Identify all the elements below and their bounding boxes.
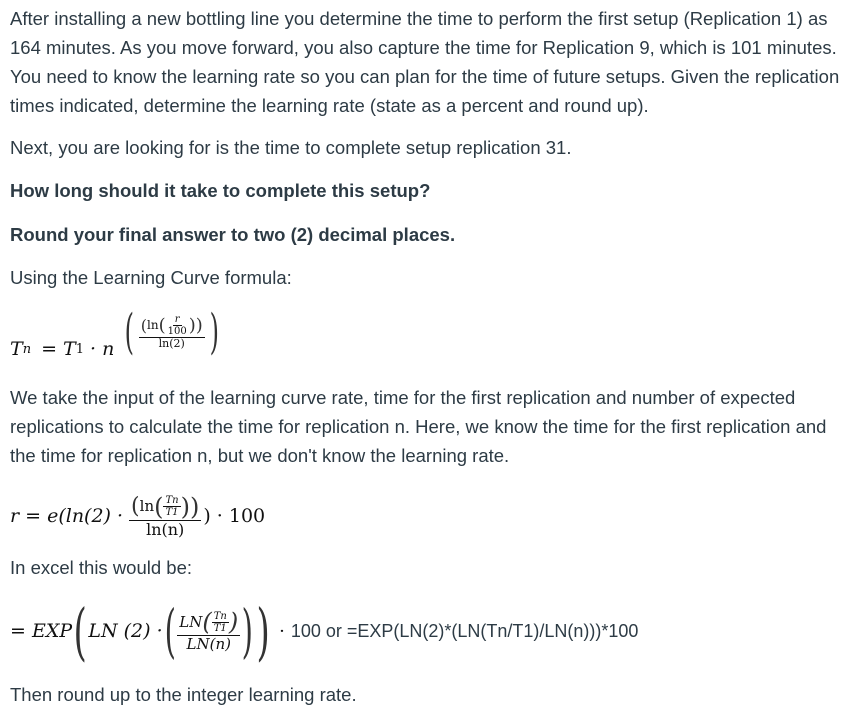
excel-denominator: LN(n) bbox=[186, 635, 231, 654]
learning-curve-formula bbox=[10, 304, 310, 368]
rounding-instruction: Round your final answer to two (2) decimal places. bbox=[10, 224, 456, 245]
exponent: ( ( ln ( $\frac{r}{100}$ )) ln(2) ) bbox=[124, 304, 219, 360]
exp-100: 100 bbox=[167, 325, 187, 337]
rate-lhs: r = e(ln(2) · bbox=[10, 505, 124, 527]
explanation-text: We take the input of the learning curve rate, time for the first replication and number of expected replications to calculate the time for replication n. Here, we know the time for the first replication and the time for replication n, but we don't know the learning rate. bbox=[10, 387, 827, 466]
exp-denominator: ln(2) bbox=[158, 336, 185, 350]
t1-symbol: = T bbox=[41, 338, 76, 360]
exp-r: r bbox=[174, 313, 180, 325]
rate-ln: ln bbox=[139, 497, 155, 516]
n-base: · n bbox=[89, 338, 115, 360]
excel-intro: In excel this would be: bbox=[10, 557, 193, 578]
question-text: How long should it take to complete this setup? bbox=[10, 180, 431, 201]
excel-t1: T1 bbox=[213, 622, 227, 634]
next-text: Next, you are looking for is the time to complete setup replication 31. bbox=[10, 137, 572, 158]
closing-text: Then round up to the integer learning rate. bbox=[10, 684, 357, 705]
tn-subscript: n bbox=[22, 341, 32, 357]
t1-subscript: 1 bbox=[75, 341, 84, 357]
excel-formula-text: 100 or =EXP(LN(2)*(LN(Tn/T1)/LN(n)))*100 bbox=[290, 620, 639, 641]
tn-symbol: T bbox=[10, 338, 23, 360]
rate-tn: Tn bbox=[165, 495, 179, 507]
rate-formula: r = e(ln(2) · ( ln ( $\frac{Tn}{T1}$ )) ln(n) ) · 100 bbox=[10, 492, 266, 539]
exp-ln: ln bbox=[146, 317, 159, 332]
excel-ln: LN bbox=[179, 612, 203, 631]
rate-denominator: ln(n) bbox=[146, 519, 185, 539]
formula-intro: Using the Learning Curve formula: bbox=[10, 267, 292, 288]
excel-formula: = EXP ( LN (2) · ( LN ( $\frac{Tn}{T1}$ ) LN(n) ) ) · 100 or =EXP(LN(2)*(LN(Tn/T1)/LN(n)))*100 bbox=[10, 594, 639, 668]
problem-intro: After installing a new bottling line you determine the time to perform the first setup (Replication 1) as 164 minutes. As you move forward, you also capture the time for Replication 9, which is 101 minutes. You need to know the learning rate so you can plan for the time of future setups. Given the replication times indicated, determine the learning rate (state as a percent and round up). bbox=[10, 8, 840, 116]
excel-tn: Tn bbox=[213, 610, 227, 622]
rate-tail: ) · 100 bbox=[203, 505, 266, 527]
ln2-term: LN (2) · bbox=[88, 620, 163, 642]
excel-dot: · bbox=[279, 620, 285, 642]
exp-label: = EXP bbox=[10, 620, 73, 642]
rate-t1: T1 bbox=[165, 507, 179, 519]
